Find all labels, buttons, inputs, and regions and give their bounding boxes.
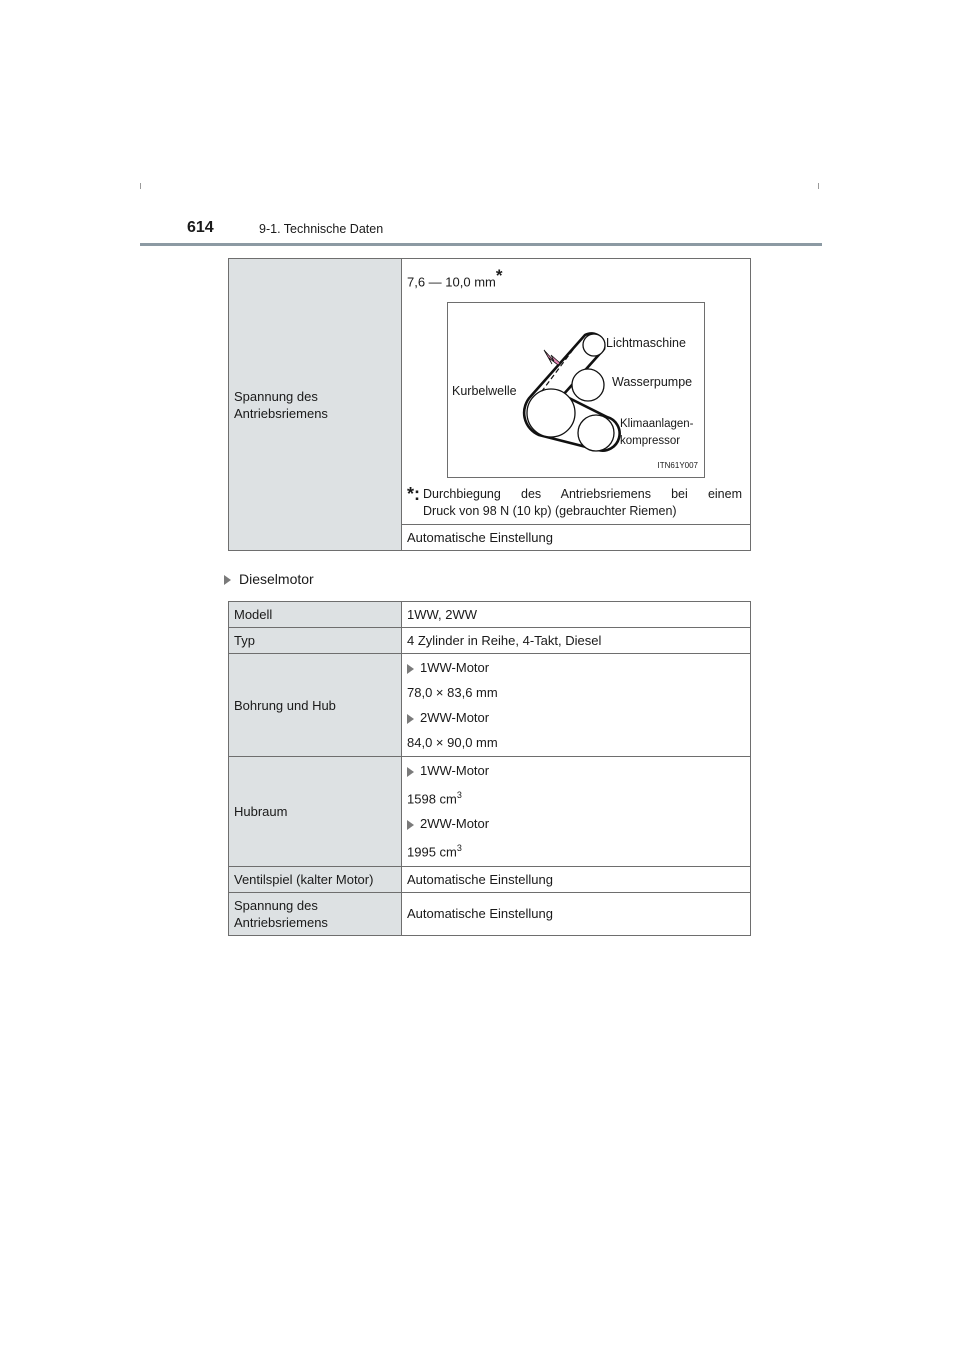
- belt-tension-table: [228, 258, 751, 551]
- bore-stroke-label: Bohrung und Hub: [229, 654, 402, 757]
- header-divider: [140, 243, 822, 246]
- disp-1ww-title: 1WW-Motor: [420, 763, 490, 778]
- diesel-belt-label-1: Spannung des: [234, 897, 318, 913]
- crop-mark-right: [818, 183, 819, 189]
- footnote-line-2: Druck von 98 N (10 kp) (gebrauchter Riemen): [423, 504, 677, 519]
- disp-2ww-title: 2WW-Motor: [420, 816, 490, 832]
- belt-tension-auto-cell: [402, 525, 751, 551]
- disp-1ww-value: 1598 cm: [407, 791, 457, 807]
- belt-tension-auto: Automatische Einstellung: [407, 530, 553, 546]
- table-row: [229, 892, 751, 935]
- belt-tension-label: Spannung des Antriebsriemens: [234, 388, 328, 421]
- footnote-line-1: Durchbiegung des Antriebsriemens bei einem: [423, 487, 742, 502]
- valve-clearance-value: Automatische Einstellung: [402, 866, 751, 892]
- belt-tension-label-cell: [229, 259, 402, 551]
- label-ac-compressor-2: kompressor: [620, 435, 681, 448]
- crankshaft-pulley: [527, 389, 575, 437]
- displacement-values: [402, 757, 751, 867]
- belt-tension-value-cell: [402, 259, 751, 525]
- model-value: 1WW, 2WW: [402, 602, 751, 628]
- disp-2ww-exp: 3: [456, 843, 462, 854]
- triangle-bullet-icon: [407, 714, 414, 724]
- diagram-code: ITN61Y007: [657, 461, 698, 471]
- diesel-engine-table: [228, 601, 751, 936]
- diesel-belt-label-2: Antriebsriemens: [234, 914, 328, 930]
- table-row: [229, 757, 751, 867]
- diesel-heading-text: Dieselmotor: [239, 571, 314, 587]
- bore-1ww-title: 1WW-Motor: [420, 660, 490, 675]
- triangle-bullet-icon: [407, 767, 414, 777]
- triangle-bullet-icon: [224, 575, 231, 585]
- bore-2ww-value: 84,0 × 90,0 mm: [407, 735, 498, 750]
- belt-routing-diagram: [447, 302, 705, 478]
- table-row: [229, 866, 751, 892]
- crop-mark-left: [140, 183, 141, 189]
- diesel-belt-value: Automatische Einstellung: [402, 892, 751, 935]
- table-row: [229, 628, 751, 654]
- diesel-heading: [224, 571, 314, 587]
- bore-2ww-title: 2WW-Motor: [420, 710, 490, 725]
- label-ac-compressor-1: Klimaanlagen-: [620, 418, 694, 431]
- belt-deflection-value: 7,6 — 10,0 mm: [407, 274, 496, 290]
- label-crankshaft: Kurbelwelle: [452, 384, 517, 399]
- table-row: [229, 654, 751, 757]
- type-label: Typ: [229, 628, 402, 654]
- table-row: [229, 602, 751, 628]
- ac-compressor-pulley: [578, 415, 614, 451]
- deflection-arrow: [544, 350, 560, 365]
- valve-clearance-label: Ventilspiel (kalter Motor): [229, 866, 402, 892]
- triangle-bullet-icon: [407, 664, 414, 674]
- label-water-pump: Wasserpumpe: [612, 375, 693, 390]
- diesel-belt-label: [229, 892, 402, 935]
- disp-1ww-exp: 3: [456, 790, 462, 800]
- triangle-bullet-icon: [407, 820, 414, 830]
- type-value: 4 Zylinder in Reihe, 4-Takt, Diesel: [402, 628, 751, 654]
- water-pump-pulley: [572, 369, 604, 401]
- footnote-marker: *:: [407, 484, 420, 505]
- disp-2ww-value: 1995 cm: [407, 844, 457, 860]
- model-label: Modell: [229, 602, 402, 628]
- label-alternator: Lichtmaschine: [606, 336, 686, 351]
- bore-stroke-values: [402, 654, 751, 757]
- footnote: [407, 486, 742, 520]
- bore-1ww-value: 78,0 × 83,6 mm: [407, 685, 498, 700]
- belt-deflection-asterisk: *: [495, 266, 503, 285]
- section-title: 9-1. Technische Daten: [259, 222, 384, 236]
- displacement-label: Hubraum: [229, 757, 402, 867]
- alternator-pulley: [583, 334, 605, 356]
- page-number: 614: [187, 219, 214, 236]
- footnote-text: [423, 486, 742, 520]
